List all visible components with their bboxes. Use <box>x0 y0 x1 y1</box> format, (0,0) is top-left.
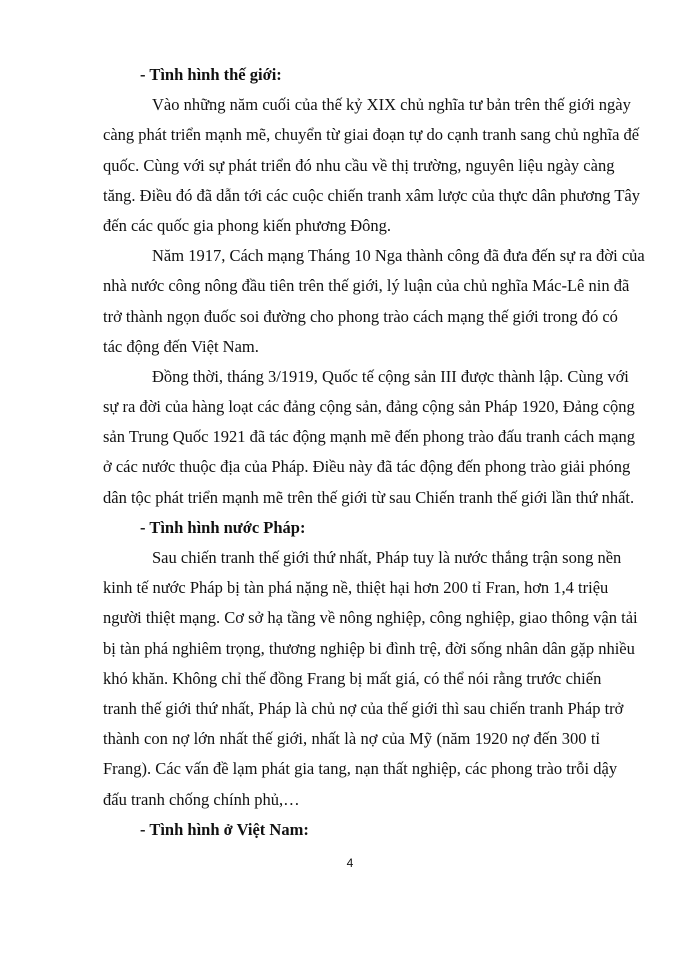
text-line: tác động đến Việt Nam. <box>103 336 259 356</box>
text-line: tăng. Điều đó đã dẫn tới các cuộc chiến tranh xâm lược của thực dân phương Tây <box>103 185 640 205</box>
section-heading: - Tình hình thế giới: <box>140 65 282 84</box>
text-line: quốc. Cùng với sự phát triển đó nhu cầu về thị trường, nguyên liệu ngày càng <box>103 155 615 175</box>
text-line: Đồng thời, tháng 3/1919, Quốc tế cộng sản III được thành lập. Cùng với <box>152 366 629 386</box>
paragraph <box>103 362 636 513</box>
paragraph <box>103 543 638 815</box>
text-line: khó khăn. Không chỉ thế đồng Frang bị mất giá, có thể nói rằng trước chiến <box>103 668 602 688</box>
text-line: đến các quốc gia phong kiến phương Đông. <box>103 215 392 235</box>
text-line: Sau chiến tranh thế giới thứ nhất, Pháp tuy là nước thắng trận song nền <box>152 548 622 567</box>
paragraph <box>103 90 640 241</box>
text-line: dân tộc phát triển mạnh mẽ trên thế giới từ sau Chiến tranh thế giới lần thứ nhất. <box>103 487 635 507</box>
text-line: bị tàn phá nghiêm trọng, thương nghiệp bi đình trệ, đời sống nhân dân gặp nhiều <box>103 638 635 658</box>
section-heading: - Tình hình nước Pháp: <box>140 517 306 537</box>
text-line: trở thành ngọn đuốc soi đường cho phong trào cách mạng thế giới trong đó có <box>103 306 618 326</box>
document-body <box>103 60 645 845</box>
text-line: Năm 1917, Cách mạng Tháng 10 Nga thành công đã đưa đến sự ra đời của <box>152 246 645 266</box>
section-heading: - Tình hình ở Việt Nam: <box>140 819 309 839</box>
text-line: sản Trung Quốc 1921 đã tác động mạnh mẽ đến phong trào đấu tranh cách mạng <box>103 427 636 447</box>
text-line: kinh tế nước Pháp bị tàn phá nặng nề, thiệt hại hơn 200 tỉ Fran, hơn 1,4 triệu <box>103 578 609 598</box>
text-line: nhà nước công nông đầu tiên trên thế giới, lý luận của chủ nghĩa Mác-Lê nin đã <box>103 276 630 296</box>
page-number: 4 <box>346 856 354 870</box>
text-line: tranh thế giới thứ nhất, Pháp là chủ nợ của thế giới thì sau chiến tranh Pháp trở <box>103 698 624 718</box>
text-line: thành con nợ lớn nhất thế giới, nhất là nợ của Mỹ (năm 1920 nợ đến 300 tỉ <box>103 729 600 749</box>
text-line: Vào những năm cuối của thế kỷ XIX chủ nghĩa tư bản trên thế giới ngày <box>152 95 631 115</box>
text-line: người thiệt mạng. Cơ sở hạ tầng về nông nghiệp, công nghiệp, giao thông vận tải <box>103 608 638 628</box>
paragraph <box>103 241 645 362</box>
text-line: sự ra đời của hàng loạt các đảng cộng sản, đảng cộng sản Pháp 1920, Đảng cộng <box>103 397 635 417</box>
text-line: Frang). Các vấn đề lạm phát gia tang, nạn thất nghiệp, các phong trào trỗi dậy <box>103 759 618 779</box>
text-line: càng phát triển mạnh mẽ, chuyển từ giai đoạn tự do cạnh tranh sang chủ nghĩa đế <box>103 125 640 145</box>
text-line: ở các nước thuộc địa của Pháp. Điều này đã tác động đến phong trào giải phóng <box>103 457 631 477</box>
text-line: đấu tranh chống chính phủ,… <box>103 789 300 809</box>
